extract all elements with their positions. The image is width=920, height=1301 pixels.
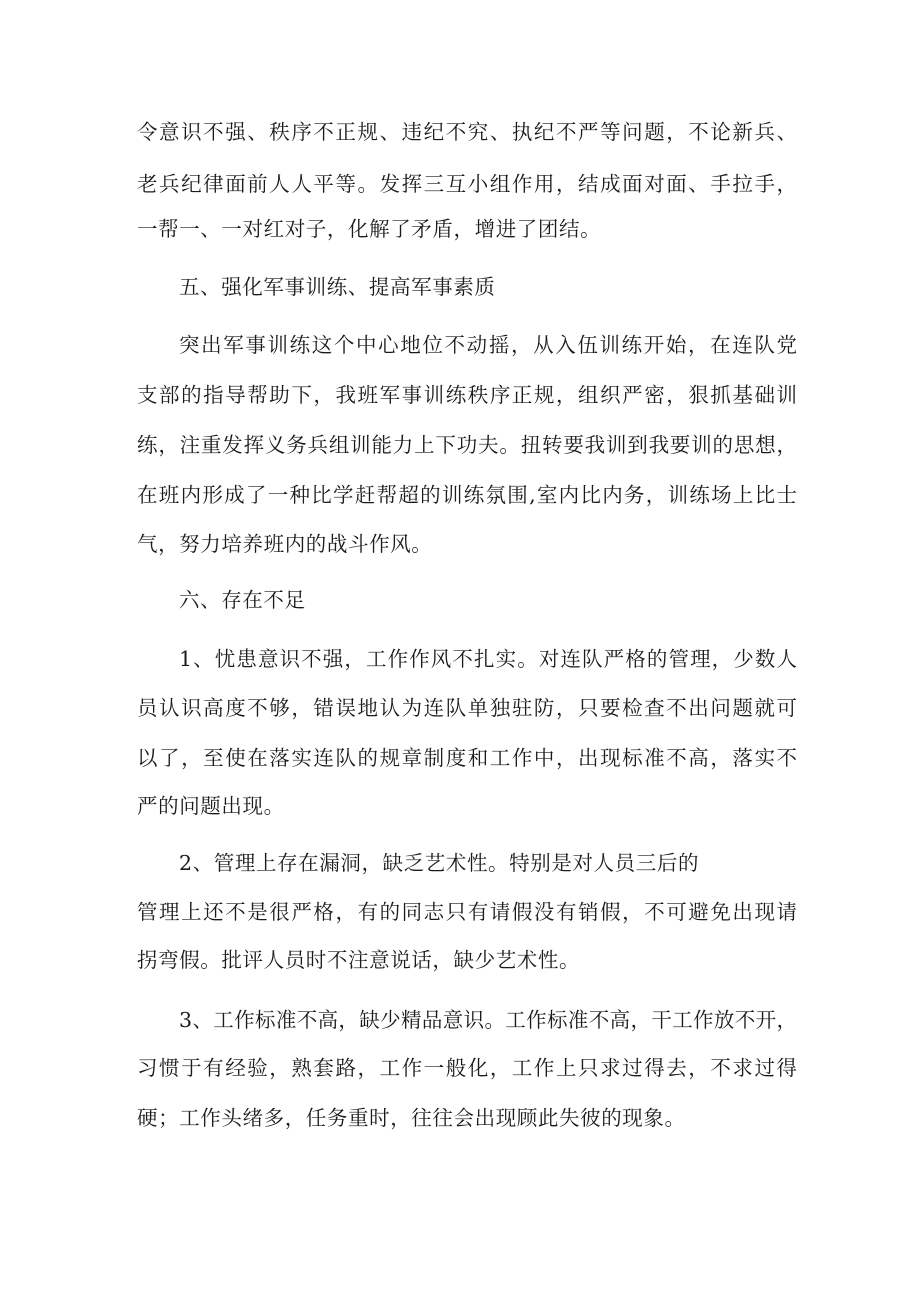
- body-text-line: 令意识不强、秩序不正规、违纪不究、执纪不严等问题，不论新兵、: [137, 120, 797, 144]
- body-text-line: 3、工作标准不高，缺少精品意识。工作标准不高，干工作放不开，: [179, 1008, 797, 1032]
- body-text-line: 员认识高度不够，错误地认为连队单独驻防，只要检查不出问题就可: [137, 696, 797, 720]
- body-text-line: 严的问题出现。: [137, 794, 285, 818]
- body-text-line: 硬；工作头绪多，任务重时，往往会出现顾此失彼的现象。: [137, 1106, 686, 1130]
- body-text-line: 管理上还不是很严格，有的同志只有请假没有销假，不可避免出现请: [137, 900, 797, 924]
- body-text-line: 拐弯假。批评人员时不注意说话，缺少艺术性。: [137, 948, 581, 972]
- body-text-line: 支部的指导帮助下，我班军事训练秩序正规，组织严密，狠抓基础训: [137, 383, 797, 407]
- body-text-line: 一帮一、一对红对子，化解了矛盾，增进了团结。: [137, 217, 602, 241]
- body-text-line: 老兵纪律面前人人平等。发挥三互小组作用，结成面对面、手拉手，: [137, 172, 797, 196]
- section-heading-5: 五、强化军事训练、提高军事素质: [179, 275, 496, 299]
- body-text-line: 在班内形成了一种比学赶帮超的训练氛围,室内比内务，训练场上比士: [137, 483, 797, 507]
- body-text-line: 1、忧患意识不强，工作作风不扎实。对连队严格的管理，少数人: [179, 647, 797, 671]
- body-text-line: 气，努力培养班内的战斗作风。: [137, 532, 433, 556]
- body-text-line: 练，注重发挥义务兵组训能力上下功夫。扭转要我训到我要训的思想，: [137, 433, 797, 457]
- body-text-line: 以了，至使在落实连队的规章制度和工作中，出现标准不高，落实不: [137, 746, 797, 770]
- body-text-line: 习惯于有经验，熟套路，工作一般化，工作上只求过得去，不求过得: [137, 1056, 797, 1080]
- body-text-line: 2、管理上存在漏洞，缺乏艺术性。特别是对人员三后的: [179, 851, 700, 875]
- section-heading-6: 六、存在不足: [179, 588, 306, 612]
- body-text-line: 突出军事训练这个中心地位不动摇，从入伍训练开始，在连队党: [179, 333, 797, 357]
